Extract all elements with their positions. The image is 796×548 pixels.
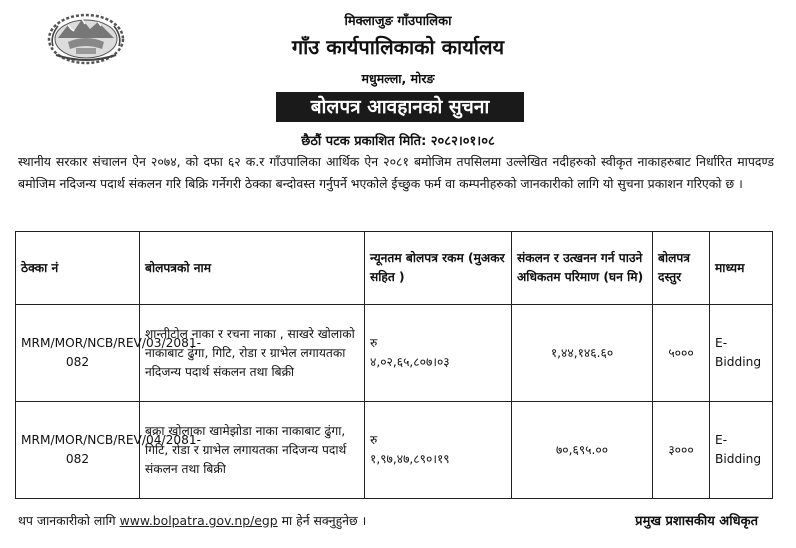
min-amount-cell bbox=[365, 402, 512, 499]
contract-no-cell: MRM/MOR/NCB/REV/04/2081-082 bbox=[16, 402, 140, 499]
more-info-prefix: थप जानकारीको लागि bbox=[18, 513, 116, 528]
header-medium: माध्यम bbox=[710, 232, 773, 305]
contract-no-cell: MRM/MOR/NCB/REV/03/2081-082 bbox=[16, 305, 140, 402]
max-quantity-cell: ७०,६९५.०० bbox=[512, 402, 653, 499]
egp-portal-link[interactable]: www.bolpatra.gov.np/egp bbox=[119, 513, 278, 528]
max-quantity-cell: १,४४,१४६.६० bbox=[512, 305, 653, 402]
tender-table bbox=[15, 231, 773, 499]
fee-cell: ३००० bbox=[653, 402, 710, 499]
more-info-note bbox=[18, 512, 366, 529]
intro-paragraph: स्थानीय सरकार संचालन ऐन २०७४, को दफा ६२ क.र गाँउपालिका आर्थिक ऐन २०८१ बमोजिम तपसिलमा उल्लेखित नदीहरुको स्वीकृत नाकाहरुबाट निर्धारित मापदण्ड बमोजिम नदिजन्य पदार्थ संकलन गरि बिक्रि गर्नेगरी ठेक्का बन्दोवस्त गर्नुपर्ने भएकोले ईच्छुक फर्म वा कम्पनीहरुको जानकारीको लागि यो सुचना प्रकाशन गरिएको छ । bbox=[18, 154, 774, 191]
currency-prefix: रु bbox=[370, 433, 378, 447]
header-contract-no: ठेक्का नं bbox=[16, 232, 140, 305]
table-row bbox=[16, 305, 773, 402]
medium-cell: E-Bidding bbox=[710, 305, 773, 402]
office-address: मधुमल्ला, मोरङ bbox=[361, 71, 435, 86]
min-amount-cell bbox=[365, 305, 512, 402]
office-name: गाँउ कार्यपालिकाको कार्यालय bbox=[291, 35, 505, 59]
table-row bbox=[16, 402, 773, 499]
tender-name-cell: शान्तीटोल नाका र रचना नाका , साखरे खोलाको नाकाबाट ढुंगा, गिटि, रोडा र ग्राभेल लगायतका नदिजन्य पदार्थ संकलन तथा बिक्री bbox=[140, 305, 365, 402]
publication-date: छैठौं पटक प्रकाशित मिति: २०८२।०१।०८ bbox=[301, 134, 495, 149]
fee-cell: ५००० bbox=[653, 305, 710, 402]
min-amount-value: ४,०२,६५,८०७।०३ bbox=[370, 355, 450, 369]
min-amount-value: १,९७,४७,८९०।१९ bbox=[370, 452, 450, 466]
currency-prefix: रु bbox=[370, 336, 378, 350]
header-fee: बोलपत्र दस्तुर bbox=[653, 232, 710, 305]
header-max-quantity: संकलन र उत्खनन गर्न पाउने अधिकतम परिमाण (घन मि) bbox=[512, 232, 653, 305]
medium-cell: E-Bidding bbox=[710, 402, 773, 499]
header-tender-name: बोलपत्रको नाम bbox=[140, 232, 365, 305]
municipality-name: मिक्लाजुङ गाँउपालिका bbox=[344, 14, 452, 29]
tender-name-cell: बक्रा खोलाका खामेझोडा नाका नाकाबाट ढुंगा, गिटि, रोडा र ग्राभेल लगायतका नदिजन्य पदार्थ संकलन तथा बिक्री bbox=[140, 402, 365, 499]
notice-title: बोलपत्र आवहानको सुचना bbox=[276, 92, 524, 122]
table-header-row bbox=[16, 232, 773, 305]
signatory: प्रमुख प्रशासकीय अधिकृत bbox=[635, 514, 758, 529]
header-min-amount: न्यूनतम बोलपत्र रकम (मुअकर सहित ) bbox=[365, 232, 512, 305]
more-info-suffix: मा हेर्न सक्नुहुनेछ । bbox=[281, 513, 367, 528]
